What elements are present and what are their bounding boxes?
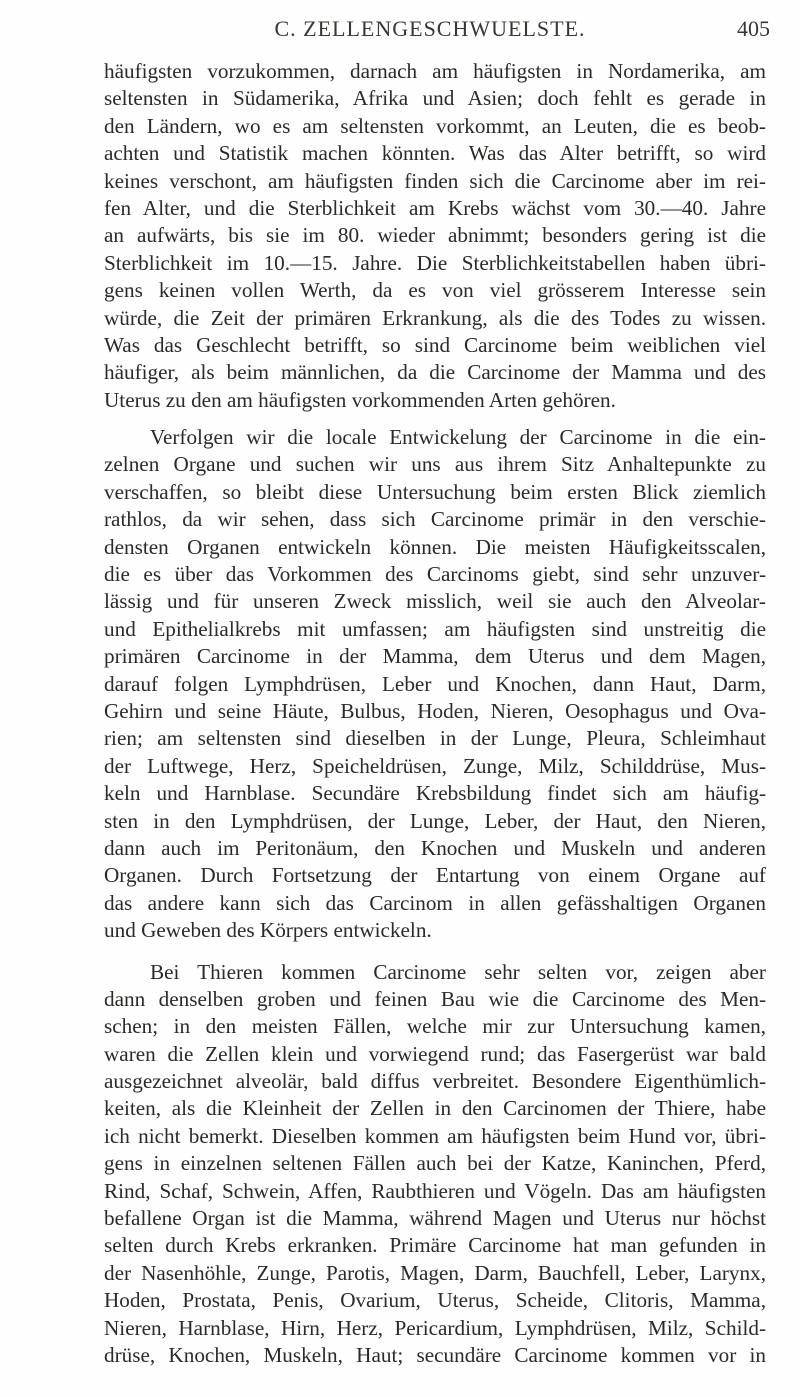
- text-line: lässig und für unseren Zweck misslich, weil sie auch den Alveolar-: [104, 589, 766, 614]
- text-line: gens in einzelnen seltenen Fällen auch bei der Katze, Kaninchen, Pferd,: [104, 1151, 766, 1176]
- running-title: C. ZELLENGESCHWUELSTE.: [274, 16, 586, 41]
- text-line: drüse, Knochen, Muskeln, Haut; secundäre Carcinome kommen vor in: [104, 1342, 766, 1367]
- text-line: Nieren, Harnblase, Hirn, Herz, Pericardium, Lymphdrüsen, Milz, Schild-: [104, 1315, 766, 1340]
- text-line: achten und Statistik machen könnten. Was das Alter betrifft, so wird: [104, 141, 766, 166]
- text-line: darauf folgen Lymphdrüsen, Leber und Knochen, dann Haut, Darm,: [104, 671, 766, 696]
- text-line: häufigsten vorzukommen, darnach am häufigsten in Nordamerika, am: [104, 59, 766, 83]
- text-line: Gehirn und seine Häute, Bulbus, Hoden, Nieren, Oesophagus und Ova-: [104, 698, 766, 723]
- text-line: Uterus zu den am häufigsten vorkommenden Arten gehören.: [104, 387, 616, 412]
- text-line: der Luftwege, Herz, Speicheldrüsen, Zunge, Milz, Schilddrüse, Mus-: [104, 753, 766, 778]
- text-line: dann denselben groben und feinen Bau wie die Carcinome des Men-: [104, 986, 766, 1011]
- text-line: Hoden, Prostata, Penis, Ovarium, Uterus, Scheide, Clitoris, Mamma,: [104, 1288, 766, 1313]
- text-line: ich nicht bemerkt. Dieselben kommen am häufigsten beim Hund vor, übri-: [104, 1123, 766, 1148]
- text-line: sten in den Lymphdrüsen, der Lunge, Leber, der Haut, den Nieren,: [104, 808, 766, 833]
- text-line: den Ländern, wo es am seltensten vorkommt, an Leuten, die es beob-: [104, 113, 766, 138]
- text-line: zelnen Organe und suchen wir uns aus ihrem Sitz Anhaltepunkte zu: [104, 452, 766, 477]
- text-line: befallene Organ ist die Mamma, während Magen und Uterus nur höchst: [104, 1206, 766, 1231]
- text-line: gens keinen vollen Werth, da es von viel grösserem Interesse sein: [104, 278, 766, 303]
- text-line: Verfolgen wir die locale Entwickelung der Carcinome in die ein-: [150, 425, 766, 450]
- text-line: dann auch im Peritonäum, den Knochen und Muskeln und anderen: [104, 835, 766, 860]
- text-line: das andere kann sich das Carcinom in allen gefässhaltigen Organen: [104, 890, 766, 915]
- text-line: schen; in den meisten Fällen, welche mir zur Untersuchung kamen,: [104, 1014, 766, 1039]
- text-line: selten durch Krebs erkranken. Primäre Carcinome hat man gefunden in: [104, 1233, 766, 1258]
- text-line: Rind, Schaf, Schwein, Affen, Raubthieren und Vögeln. Das am häufigsten: [104, 1178, 766, 1203]
- text-line: und Epithelialkrebs mit umfassen; am häufigsten sind unstreitig die: [104, 616, 766, 641]
- running-head: [90, 16, 770, 46]
- text-line: primären Carcinome in der Mamma, dem Uterus und dem Magen,: [104, 644, 766, 669]
- text-line: keiten, als die Kleinheit der Zellen in den Carcinomen der Thiere, habe: [104, 1096, 766, 1121]
- paragraph-age-sex-statistics: [104, 58, 766, 414]
- text-line: fen Alter, und die Sterblichkeit am Krebs wächst vom 30.—40. Jahre: [104, 195, 766, 220]
- text-line: keines verschont, am häufigsten finden sich die Carcinome aber im rei-: [104, 168, 766, 193]
- text-line: seltensten in Südamerika, Afrika und Asien; doch fehlt es gerade in: [104, 86, 766, 111]
- text-line: Organen. Durch Fortsetzung der Entartung von einem Organe auf: [104, 863, 766, 888]
- text-line: densten Organen entwickeln können. Die meisten Häufigkeitsscalen,: [104, 534, 766, 559]
- body-text: [104, 58, 766, 1369]
- text-line: der Nasenhöhle, Zunge, Parotis, Magen, Darm, Bauchfell, Leber, Larynx,: [104, 1260, 766, 1285]
- text-line: und Geweben des Körpers entwickeln.: [104, 918, 432, 943]
- text-line: verschaffen, so bleibt diese Untersuchung beim ersten Blick ziemlich: [104, 479, 766, 504]
- page-number: 405: [737, 16, 770, 41]
- text-line: Was das Geschlecht betrifft, so sind Carcinome beim weiblichen viel: [104, 332, 766, 357]
- paragraph-spacing: [104, 945, 766, 959]
- text-line: rathlos, da wir sehen, dass sich Carcinome primär in den verschie-: [104, 507, 766, 532]
- paragraph-animal-carcinomas: [104, 959, 766, 1370]
- text-line: waren die Zellen klein und vorwiegend rund; das Fasergerüst war bald: [104, 1041, 766, 1066]
- text-line: Sterblichkeit im 10.—15. Jahre. Die Sterblichkeitstabellen haben übri-: [104, 250, 766, 275]
- text-line: die es über das Vorkommen des Carcinoms giebt, sind sehr unzuver-: [104, 562, 766, 587]
- text-line: würde, die Zeit der primären Erkrankung, als die des Todes zu wissen.: [104, 305, 766, 330]
- text-line: ausgezeichnet alveolär, bald diffus verbreitet. Besondere Eigenthümlich-: [104, 1069, 766, 1094]
- paragraph-organ-localisation: [104, 424, 766, 944]
- text-line: häufiger, als beim männlichen, da die Carcinome der Mamma und des: [104, 360, 766, 385]
- text-line: keln und Harnblase. Secundäre Krebsbildung findet sich am häufig-: [104, 781, 766, 806]
- text-line: rien; am seltensten sind dieselben in der Lunge, Pleura, Schleimhaut: [104, 726, 766, 751]
- paragraph-spacing: [104, 414, 766, 424]
- text-line: an aufwärts, bis sie im 80. wieder abnimmt; besonders gering ist die: [104, 223, 766, 248]
- text-line: Bei Thieren kommen Carcinome sehr selten vor, zeigen aber: [150, 959, 766, 984]
